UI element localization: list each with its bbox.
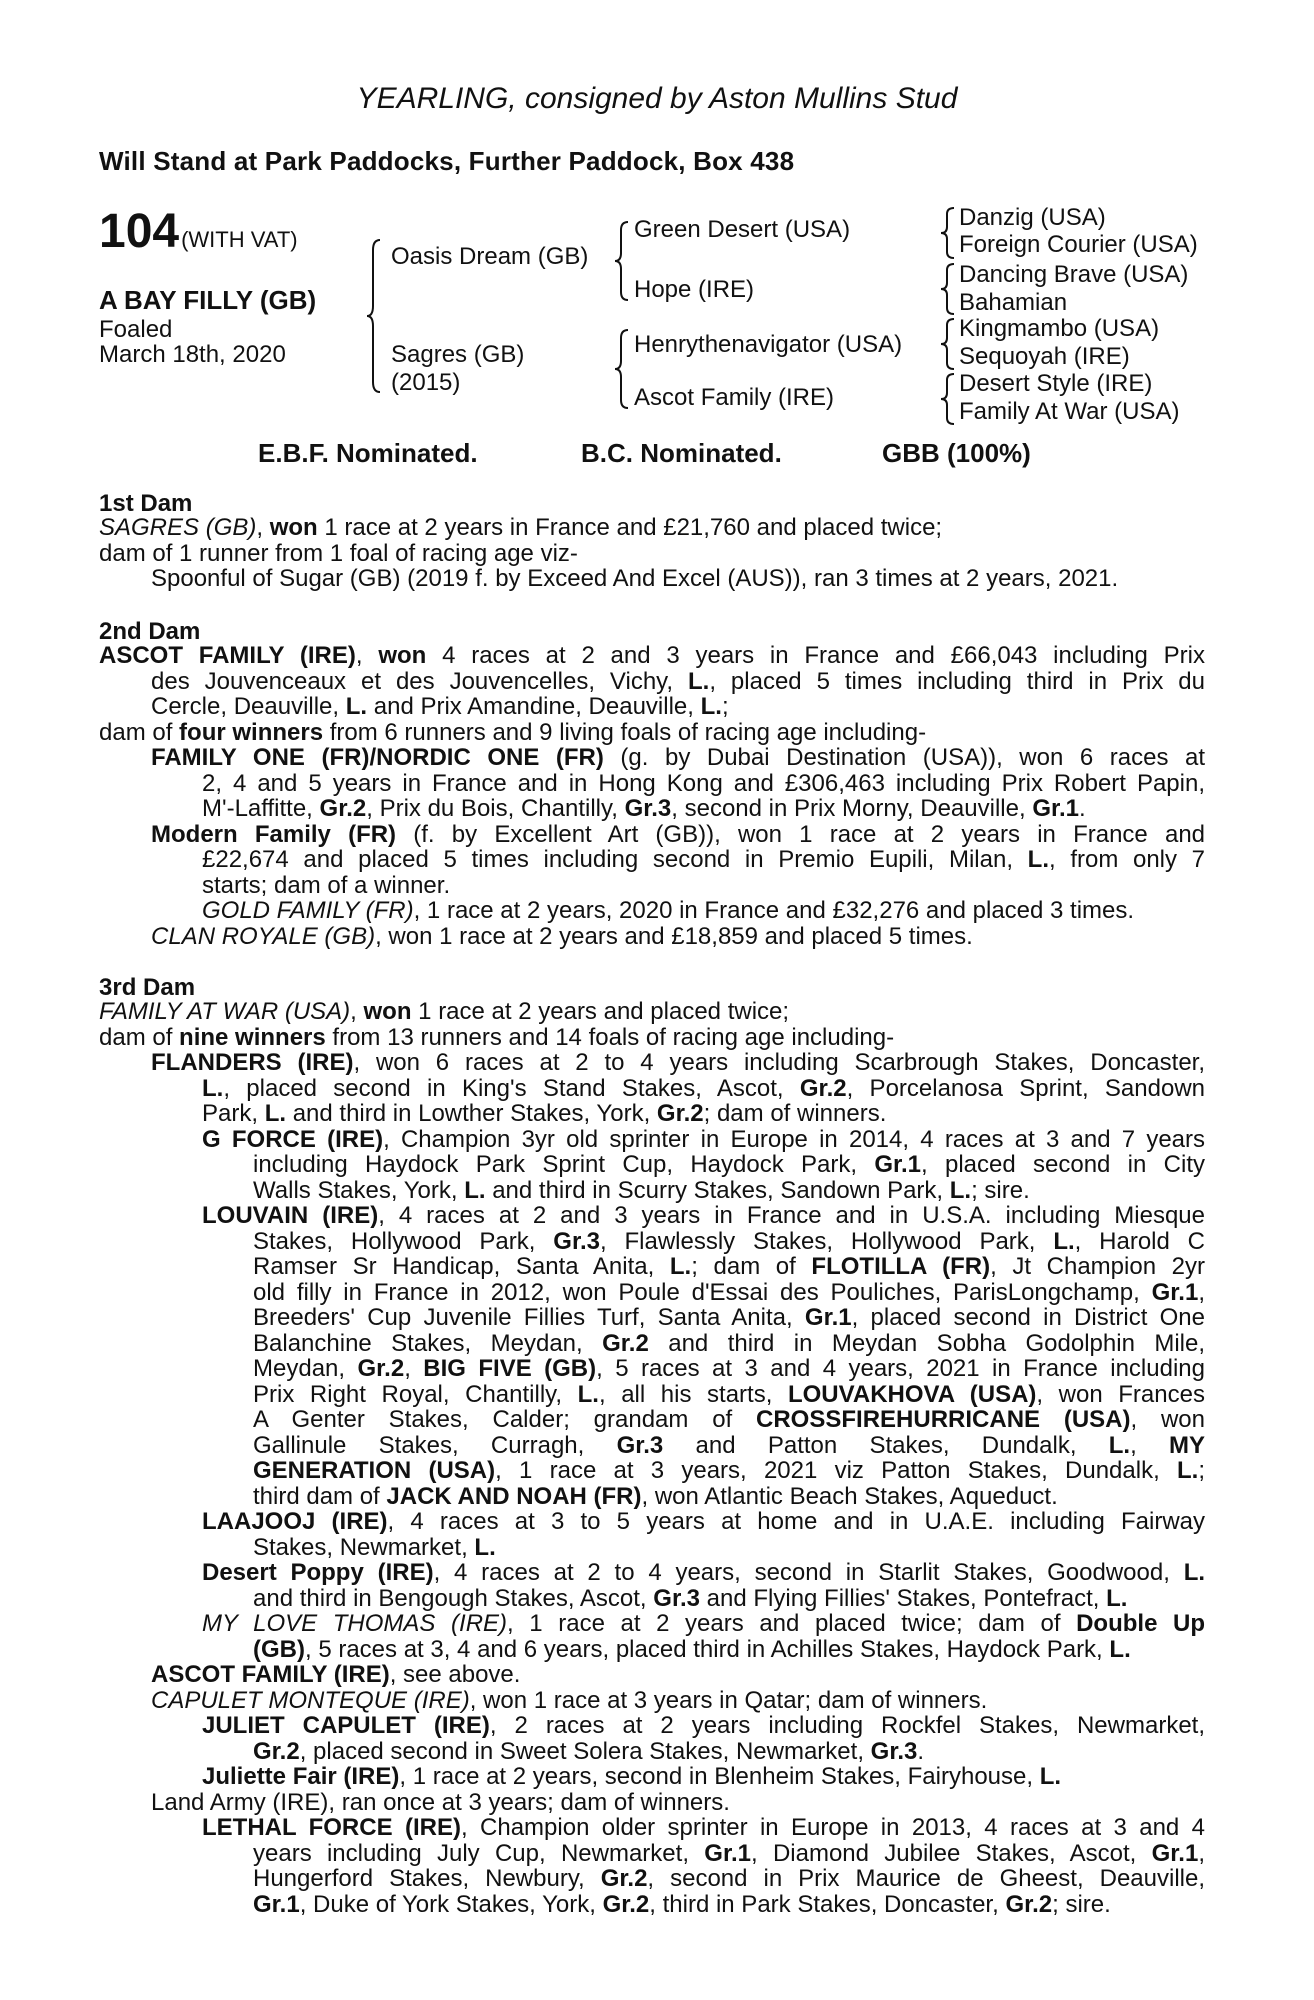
- text-span: (f. by Excellent Art (GB)), won 1 race at 2 years in France and: [413, 820, 1206, 848]
- text-span: 2, 4 and 5 years in France and in Hong Kong and £306,463 including Prix Robert Papin,: [202, 769, 1205, 797]
- pedigree-dss: Kingmambo (USA): [959, 315, 1160, 342]
- grade-mark: Gr.2: [1005, 1890, 1053, 1918]
- produce-name: GOLD FAMILY (FR): [202, 897, 414, 924]
- second-dam-heading: 2nd Dam: [99, 618, 201, 645]
- text-span: and third in Bengough Stakes, Ascot,: [253, 1584, 647, 1612]
- stand-location: Will Stand at Park Paddocks, Further Paddock, Box 438: [99, 146, 795, 176]
- pedigree-dsd: Sequoyah (IRE): [959, 343, 1130, 370]
- grade-mark: Gr.3: [653, 1584, 700, 1612]
- text-span: , second in Prix Maurice de Gheest, Deauville,: [647, 1865, 1206, 1892]
- bc-nomination: B.C. Nominated.: [581, 438, 782, 468]
- text-span: Stakes, Hollywood Park,: [253, 1227, 536, 1255]
- text-span: Stakes, Newmarket,: [253, 1533, 468, 1561]
- text-span: ;: [721, 693, 729, 720]
- dam-name: FAMILY AT WAR (USA): [99, 998, 351, 1025]
- pedigree-sss: Danzig (USA): [959, 204, 1106, 231]
- produce-name: LETHAL FORCE (IRE): [202, 1814, 461, 1841]
- pedigree-brace-sd: [940, 262, 956, 316]
- listed-mark: L.: [1176, 1457, 1199, 1484]
- text-span: , Champion 3yr old sprinter in Europe in 2014, 4 races at 3 and 7 years: [383, 1125, 1206, 1153]
- produce-name: JULIET CAPULET (IRE): [202, 1712, 490, 1739]
- won-label: won: [378, 642, 427, 669]
- text-span: dam of: [99, 1023, 173, 1051]
- grade-mark: Gr.2: [602, 1329, 649, 1357]
- pedigree-brace-main: [366, 238, 382, 394]
- pedigree-dam-dam: Ascot Family (IRE): [634, 384, 835, 411]
- pedigree-sire-dam: Hope (IRE): [634, 276, 755, 303]
- grade-mark: Gr.1: [1032, 795, 1080, 822]
- text-span: , 4 races at 2 and 3 years in France and in U.S.A. including Miesque: [378, 1202, 1205, 1229]
- produce-name: (GB): [253, 1635, 305, 1663]
- listed-mark: L.: [345, 693, 368, 720]
- text-span: ,: [1130, 1431, 1137, 1459]
- grade-mark: Gr.2: [799, 1074, 847, 1102]
- second-dam-text: ASCOT FAMILY (IRE), won 4 races at 2 and 3 years in France and £66,043 including Prix des Jouvenceaux et des Jouvencelles, Vichy, L., placed 5 times including third in Prix du Cercle, Deauville, L. and Prix Amandine, Deauville, L.; dam of four winners from 6 runners and 9 living foals of racing age including- FAMILY ONE (FR)/NORDIC ONE (FR) (g. by Dubai Destination (USA)), won 6 races at 2, 4 and 5 years in France and in Hong Kong and £306,463 including Prix Robert Papin, M'-Laffitte, Gr.2, Prix du Bois, Chantilly, Gr.3, second in Prix Morny, Deauville, Gr.1. Modern Family (FR) (f. by Excellent Art (GB)), won 1 race at 2 years in France and £22,674 and placed 5 times including second in Premio Eupili, Milan, L., from only 7 starts; dam of a winner. GOLD FAMILY (FR), 1 race at 2 years, 2020 in France and £32,276 and placed 3 times. CLAN ROYALE (GB), won 1 race at 2 years and £18,859 and placed 5 times.: [99, 642, 1206, 950]
- first-dam-heading: 1st Dam: [99, 490, 193, 517]
- produce-name: FLANDERS (IRE): [151, 1049, 354, 1076]
- pedigree-sire: Oasis Dream (GB): [391, 243, 589, 270]
- text-span: Park,: [202, 1100, 259, 1127]
- listed-mark: L.: [202, 1074, 224, 1102]
- text-span: A Genter Stakes, Calder; grandam of: [253, 1406, 733, 1433]
- text-span: and third in Lowther Stakes, York,: [292, 1100, 651, 1127]
- pedigree-dam-sire: Henrythenavigator (USA): [634, 331, 903, 358]
- text-span: , Harold C: [1074, 1227, 1206, 1255]
- text-span: M'-Laffitte,: [202, 795, 313, 822]
- text-span: , from only 7: [1049, 846, 1206, 873]
- text-span: , Jt Champion 2yr: [990, 1253, 1205, 1280]
- third-dam-heading: 3rd Dam: [99, 974, 196, 1001]
- pedigree-ddd: Family At War (USA): [959, 398, 1180, 425]
- produce-name: JACK AND NOAH (FR): [386, 1482, 642, 1510]
- text-span: , placed second in District One: [851, 1304, 1205, 1331]
- produce-name: LOUVAIN (IRE): [202, 1202, 379, 1229]
- grade-mark: Gr.3: [553, 1227, 600, 1255]
- text-span: , placed second in City: [921, 1151, 1205, 1178]
- grade-mark: Gr.3: [624, 795, 672, 822]
- text-span: dam of: [99, 718, 173, 746]
- text-span: des Jouvenceaux et des Jouvencelles, Vichy,: [151, 667, 674, 695]
- text-span: Walls Stakes, York,: [253, 1176, 458, 1204]
- text-span: Hungerford Stakes, Newbury,: [253, 1865, 585, 1892]
- pedigree-ssd: Foreign Courier (USA): [959, 231, 1198, 258]
- text-span: , won: [1130, 1406, 1205, 1433]
- text-span: , Porcelanosa Sprint, Sandown: [846, 1074, 1205, 1102]
- text-span: , 1 race at 2 years, second in Blenheim Stakes, Fairyhouse,: [399, 1763, 1034, 1790]
- winners-count: nine winners: [179, 1023, 326, 1051]
- text-span: ; dam of: [691, 1253, 796, 1280]
- text-span: 1 race at 2 years and placed twice;: [418, 998, 790, 1025]
- text-span: ;: [1198, 1457, 1205, 1484]
- text-span: and third in Meydan Sobha Godolphin Mile,: [668, 1329, 1206, 1357]
- listed-mark: L.: [1027, 846, 1049, 873]
- text-span: , see above.: [389, 1661, 521, 1688]
- third-dam-text: FAMILY AT WAR (USA), won 1 race at 2 years and placed twice; dam of nine winners from 13 runners and 14 foals of racing age including- FLANDERS (IRE), won 6 races at 2 to 4 years including Scarbrough Stakes, Doncaster, L., placed second in King's Stand Stakes, Ascot, Gr.2, Porcelanosa Sprint, Sandown Park, L. and third in Lowther Stakes, York, Gr.2; dam of winners. G FORCE (IRE), Champion 3yr old sprinter in Europe in 2014, 4 races at 3 and 7 years including Haydock Park Sprint Cup, Haydock Park, Gr.1, placed second in City Walls Stakes, York, L. and third in Scurry Stakes, Sandown Park, L.; sire. LOUVAIN (IRE), 4 races at 2 and 3 years in France and in U.S.A. including Miesque Stakes, Hollywood Park, Gr.3, Flawlessly Stakes, Hollywood Park, L., Harold C Ramser Sr Handicap, Santa Anita, L.; dam of FLOTILLA (FR), Jt Champion 2yr old filly in France in 2012, won Poule d'Essai des Pouliches, ParisLongchamp, Gr.1, Breeders' Cup Juvenile Fillies Turf, Santa Anita, Gr.1, placed second in District One Balanchine Stakes, Meydan, Gr.2 and third in Meydan Sobha Godolphin Mile, Meydan, Gr.2, BIG FIVE (GB), 5 races at 3 and 4 years, 2021 in France including Prix Right Royal, Chantilly, L., all his starts, LOUVAKHOVA (USA), won Frances A Genter Stakes, Calder; grandam of CROSSFIREHURRICANE (USA), won Gallinule Stakes, Curragh, Gr.3 and Patton Stakes, Dundalk, L., MY GENERATION (USA), 1 race at 3 years, 2021 viz Patton Stakes, Dundalk, L.; third dam of JACK AND NOAH (FR), won Atlantic Beach Stakes, Aqueduct. LAAJOOJ (IRE), 4 races at 3 to 5 years at home and in U.A.E. including Fairway Stakes, Newmarket, L. Desert Poppy (IRE), 4 races at 2 to 4 years, second in Starlit Stakes, Goodwood, L. and third in Bengough Stakes, Ascot, Gr.3 and Flying Fillies' Stakes, Pontefract, L. MY LOVE THOMAS (IRE), 1 race at 2 years and placed twice; dam of Double Up (GB), 5 races at 3, 4 and 6 years, placed third in Achilles Stakes, Haydock Park, L. ASCOT FAMILY (IRE), see above. CAPULET MONTEQUE (IRE), won 1 race at 3 years in Qatar; dam of winners. JULIET CAPULET (IRE), 2 races at 2 years including Rockfel Stakes, Newmarket, Gr.2, placed second in Sweet Solera Stakes, Newmarket, Gr.3. Juliette Fair (IRE), 1 race at 2 years, second in Blenheim Stakes, Fairyhouse, L. Land Army (IRE), ran once at 3 years; dam of winners. LETHAL FORCE (IRE), Champion older sprinter in Europe in 2013, 4 races at 3 and 4 years including July Cup, Newmarket, Gr.1, Diamond Jubilee Stakes, Ascot, Gr.1, Hungerford Stakes, Newbury, Gr.2, second in Prix Maurice de Gheest, Deauville, Gr.1, Duke of York Stakes, York, Gr.2, third in Park Stakes, Doncaster, Gr.2; sire.: [99, 998, 1206, 1918]
- text-span: starts; dam of a winner.: [202, 871, 451, 899]
- listed-mark: L.: [1106, 1584, 1128, 1612]
- winners-count: four winners: [179, 718, 324, 746]
- text-span: , 5 races at 3, 4 and 6 years, placed third in Achilles Stakes, Haydock Park,: [304, 1635, 1103, 1663]
- produce-name: Double Up: [1076, 1610, 1206, 1637]
- grade-mark: Gr.1: [804, 1304, 852, 1331]
- text-span: including Haydock Park Sprint Cup, Haydock Park,: [253, 1151, 858, 1178]
- text-span: years including July Cup, Newmarket,: [253, 1839, 689, 1867]
- pedigree-sdd: Bahamian: [959, 289, 1068, 316]
- produce-name: LAAJOOJ (IRE): [202, 1508, 388, 1535]
- pedigree-dam: Sagres (GB): [391, 341, 525, 368]
- text-span: , Duke of York Stakes, York,: [299, 1890, 596, 1918]
- grade-mark: Gr.1: [253, 1890, 300, 1918]
- text-span: Breeders' Cup Juvenile Fillies Turf, Santa Anita,: [253, 1304, 793, 1331]
- produce-name: G FORCE (IRE): [202, 1125, 384, 1153]
- grade-mark: Gr.1: [874, 1151, 922, 1178]
- pedigree-brace-dam: [614, 328, 630, 410]
- text-span: , 1 race at 3 years, 2021 viz Patton Stakes, Dundalk,: [495, 1457, 1160, 1484]
- listed-mark: L.: [1039, 1763, 1062, 1790]
- text-span: and Flying Fillies' Stakes, Pontefract,: [706, 1584, 1100, 1612]
- lot-number: 104: [99, 205, 180, 258]
- text-span: and Prix Amandine, Deauville,: [373, 693, 694, 720]
- produce-name: Juliette Fair (IRE): [202, 1763, 400, 1790]
- text-span: , 4 races at 3 to 5 years at home and in U.A.E. including Fairway: [387, 1508, 1206, 1535]
- produce-name: ASCOT FAMILY (IRE): [151, 1661, 390, 1688]
- text-span: , 1 race at 2 years and placed twice; dam of: [507, 1610, 1061, 1637]
- pedigree-brace-sire: [614, 220, 630, 302]
- produce-name: CROSSFIREHURRICANE (USA): [756, 1406, 1131, 1433]
- text-span: from 6 runners and 9 living foals of racing age including-: [329, 718, 927, 746]
- listed-mark: L.: [1108, 1431, 1131, 1459]
- produce-name: GENERATION (USA): [253, 1457, 496, 1484]
- text-span: , Flawlessly Stakes, Hollywood Park,: [600, 1227, 1036, 1255]
- produce-name: LOUVAKHOVA (USA): [787, 1380, 1037, 1408]
- text-span: , 2 races at 2 years including Rockfel Stakes, Newmarket,: [489, 1712, 1206, 1739]
- listed-mark: L.: [1109, 1635, 1131, 1663]
- grade-mark: Gr.1: [1151, 1839, 1199, 1867]
- gbb-status: GBB (100%): [882, 438, 1031, 468]
- foaled-label: Foaled: [99, 316, 173, 343]
- pedigree-brace-dd: [940, 372, 956, 426]
- won-label: won: [363, 998, 412, 1025]
- produce-name: BIG FIVE (GB): [423, 1355, 597, 1382]
- text-span: , 5 races at 3 and 4 years, 2021 in France including: [596, 1355, 1205, 1382]
- listed-mark: L.: [474, 1533, 496, 1561]
- produce-name: MY LOVE THOMAS (IRE): [202, 1610, 508, 1637]
- produce-name: FLOTILLA (FR): [811, 1253, 991, 1280]
- text-span: ,: [1198, 1839, 1205, 1867]
- dam-record: 1 race at 2 years in France and £21,760 and placed twice;: [324, 514, 943, 541]
- listed-mark: L.: [1183, 1559, 1206, 1586]
- text-span: , second in Prix Morny, Deauville,: [671, 795, 1026, 822]
- text-span: ; sire.: [971, 1176, 1030, 1204]
- listed-mark: L.: [464, 1176, 486, 1204]
- text-span: ,: [404, 1355, 411, 1382]
- catalogue-header: YEARLING, consigned by Aston Mullins Stud: [356, 82, 958, 115]
- produce-name: MY: [1169, 1431, 1206, 1459]
- won-label: won: [269, 514, 318, 541]
- grade-mark: Gr.2: [600, 1865, 648, 1892]
- listed-mark: L.: [700, 693, 722, 720]
- grade-mark: Gr.1: [704, 1839, 751, 1867]
- text-span: , 4 races at 2 to 4 years, second in Starlit Stakes, Goodwood,: [433, 1559, 1170, 1586]
- pedigree-sire-sire: Green Desert (USA): [634, 216, 851, 243]
- horse-name: A BAY FILLY (GB): [99, 285, 317, 315]
- text-span: .: [1079, 795, 1086, 822]
- produce-name: Desert Poppy (IRE): [202, 1559, 434, 1586]
- text-span: and third in Scurry Stakes, Sandown Park,: [492, 1176, 944, 1204]
- text-span: , Champion older sprinter in Europe in 2013, 4 races at 3 and 4: [460, 1814, 1205, 1841]
- produce-name: CAPULET MONTEQUE (IRE): [151, 1686, 470, 1714]
- text-span: , Diamond Jubilee Stakes, Ascot,: [750, 1839, 1137, 1867]
- text-span: , placed second in King's Stand Stakes, Ascot,: [223, 1074, 784, 1102]
- foaled-date: March 18th, 2020: [99, 341, 286, 368]
- dam-name: ASCOT FAMILY (IRE): [99, 642, 356, 669]
- text-span: , won 6 races at 2 to 4 years including Scarbrough Stakes, Doncaster,: [353, 1049, 1205, 1076]
- text-span: (g. by Dubai Destination (USA)), won 6 races at: [620, 744, 1206, 771]
- text-span: .: [917, 1737, 925, 1765]
- produce-name: Modern Family (FR): [151, 820, 397, 848]
- listed-mark: L.: [949, 1176, 972, 1204]
- text-span: Meydan,: [253, 1355, 346, 1382]
- produce-entry: Spoonful of Sugar (GB) (2019 f. by Exceed And Excel (AUS)), ran 3 times at 2 years, 2021.: [151, 565, 1119, 592]
- pedigree-sds: Dancing Brave (USA): [959, 261, 1189, 288]
- text-span: Balanchine Stakes, Meydan,: [253, 1329, 583, 1357]
- text-span: , 1 race at 2 years, 2020 in France and £32,276 and placed 3 times.: [413, 897, 1135, 924]
- pedigree-brace-ss: [940, 206, 956, 260]
- text-span: from 13 runners and 14 foals of racing age including-: [332, 1023, 895, 1051]
- text-span: ; dam of winners.: [703, 1100, 887, 1127]
- text-span: , all his starts,: [598, 1380, 773, 1408]
- text-span: , won Frances: [1036, 1380, 1205, 1408]
- produce-name: Land Army (IRE), ran once at 3 years; dam of winners.: [151, 1788, 730, 1816]
- dam-produce-summary: dam of 1 runner from 1 foal of racing age viz-: [99, 539, 578, 567]
- produce-name: FAMILY ONE (FR)/NORDIC ONE (FR): [151, 744, 604, 771]
- dam-name: SAGRES (GB): [99, 514, 257, 541]
- listed-mark: L.: [669, 1253, 692, 1280]
- grade-mark: Gr.2: [357, 1355, 405, 1382]
- text-span: third dam of: [253, 1482, 380, 1510]
- listed-mark: L.: [264, 1100, 287, 1127]
- text-span: old filly in France in 2012, won Poule d'Essai des Pouliches, ParisLongchamp,: [253, 1278, 1140, 1306]
- text-span: , won 1 race at 3 years in Qatar; dam of winners.: [469, 1686, 988, 1714]
- grade-mark: Gr.3: [870, 1737, 918, 1765]
- listed-mark: L.: [688, 667, 710, 695]
- text-span: £22,674 and placed 5 times including second in Premio Eupili, Milan,: [202, 846, 1013, 873]
- pedigree-dam-year: (2015): [391, 369, 461, 396]
- text-span: , placed second in Sweet Solera Stakes, Newmarket,: [299, 1737, 864, 1765]
- text-span: Prix Right Royal, Chantilly,: [253, 1380, 563, 1408]
- text-span: and Patton Stakes, Dundalk,: [695, 1431, 1077, 1459]
- listed-mark: L.: [1053, 1227, 1075, 1255]
- text-span: , placed 5 times including third in Prix du: [709, 667, 1205, 695]
- text-span: , third in Park Stakes, Doncaster,: [649, 1890, 999, 1918]
- vat-note: (WITH VAT): [181, 227, 298, 252]
- produce-name: CLAN ROYALE (GB): [151, 922, 376, 950]
- text-span: , Prix du Bois, Chantilly,: [366, 795, 618, 822]
- lot-number-block: [99, 204, 298, 259]
- text-span: Gallinule Stakes, Curragh,: [253, 1431, 585, 1459]
- first-dam-text: SAGRES (GB), won 1 race at 2 years in France and £21,760 and placed twice; dam of 1 runner from 1 foal of racing age viz- Spoonful of Sugar (GB) (2019 f. by Exceed And Excel (AUS)), ran 3 times at 2 years, 2021.: [99, 515, 1209, 592]
- grade-mark: Gr.2: [319, 795, 367, 822]
- grade-mark: Gr.2: [253, 1737, 300, 1765]
- ebf-nomination: E.B.F. Nominated.: [258, 438, 478, 468]
- text-span: ,: [1198, 1278, 1205, 1306]
- text-span: ; sire.: [1052, 1890, 1111, 1918]
- grade-mark: Gr.1: [1151, 1278, 1199, 1306]
- text-span: 4 races at 2 and 3 years in France and £66,043 including Prix: [442, 642, 1205, 669]
- grade-mark: Gr.2: [602, 1890, 650, 1918]
- text-span: Ramser Sr Handicap, Santa Anita,: [253, 1253, 655, 1280]
- listed-mark: L.: [577, 1380, 599, 1408]
- text-span: , won 1 race at 2 years and £18,859 and placed 5 times.: [375, 922, 973, 950]
- grade-mark: Gr.3: [616, 1431, 664, 1459]
- text-span: Cercle, Deauville,: [151, 693, 340, 720]
- text-span: , won Atlantic Beach Stakes, Aqueduct.: [641, 1482, 1058, 1510]
- pedigree-dds: Desert Style (IRE): [959, 370, 1153, 397]
- grade-mark: Gr.2: [656, 1100, 704, 1127]
- pedigree-brace-ds: [940, 317, 956, 371]
